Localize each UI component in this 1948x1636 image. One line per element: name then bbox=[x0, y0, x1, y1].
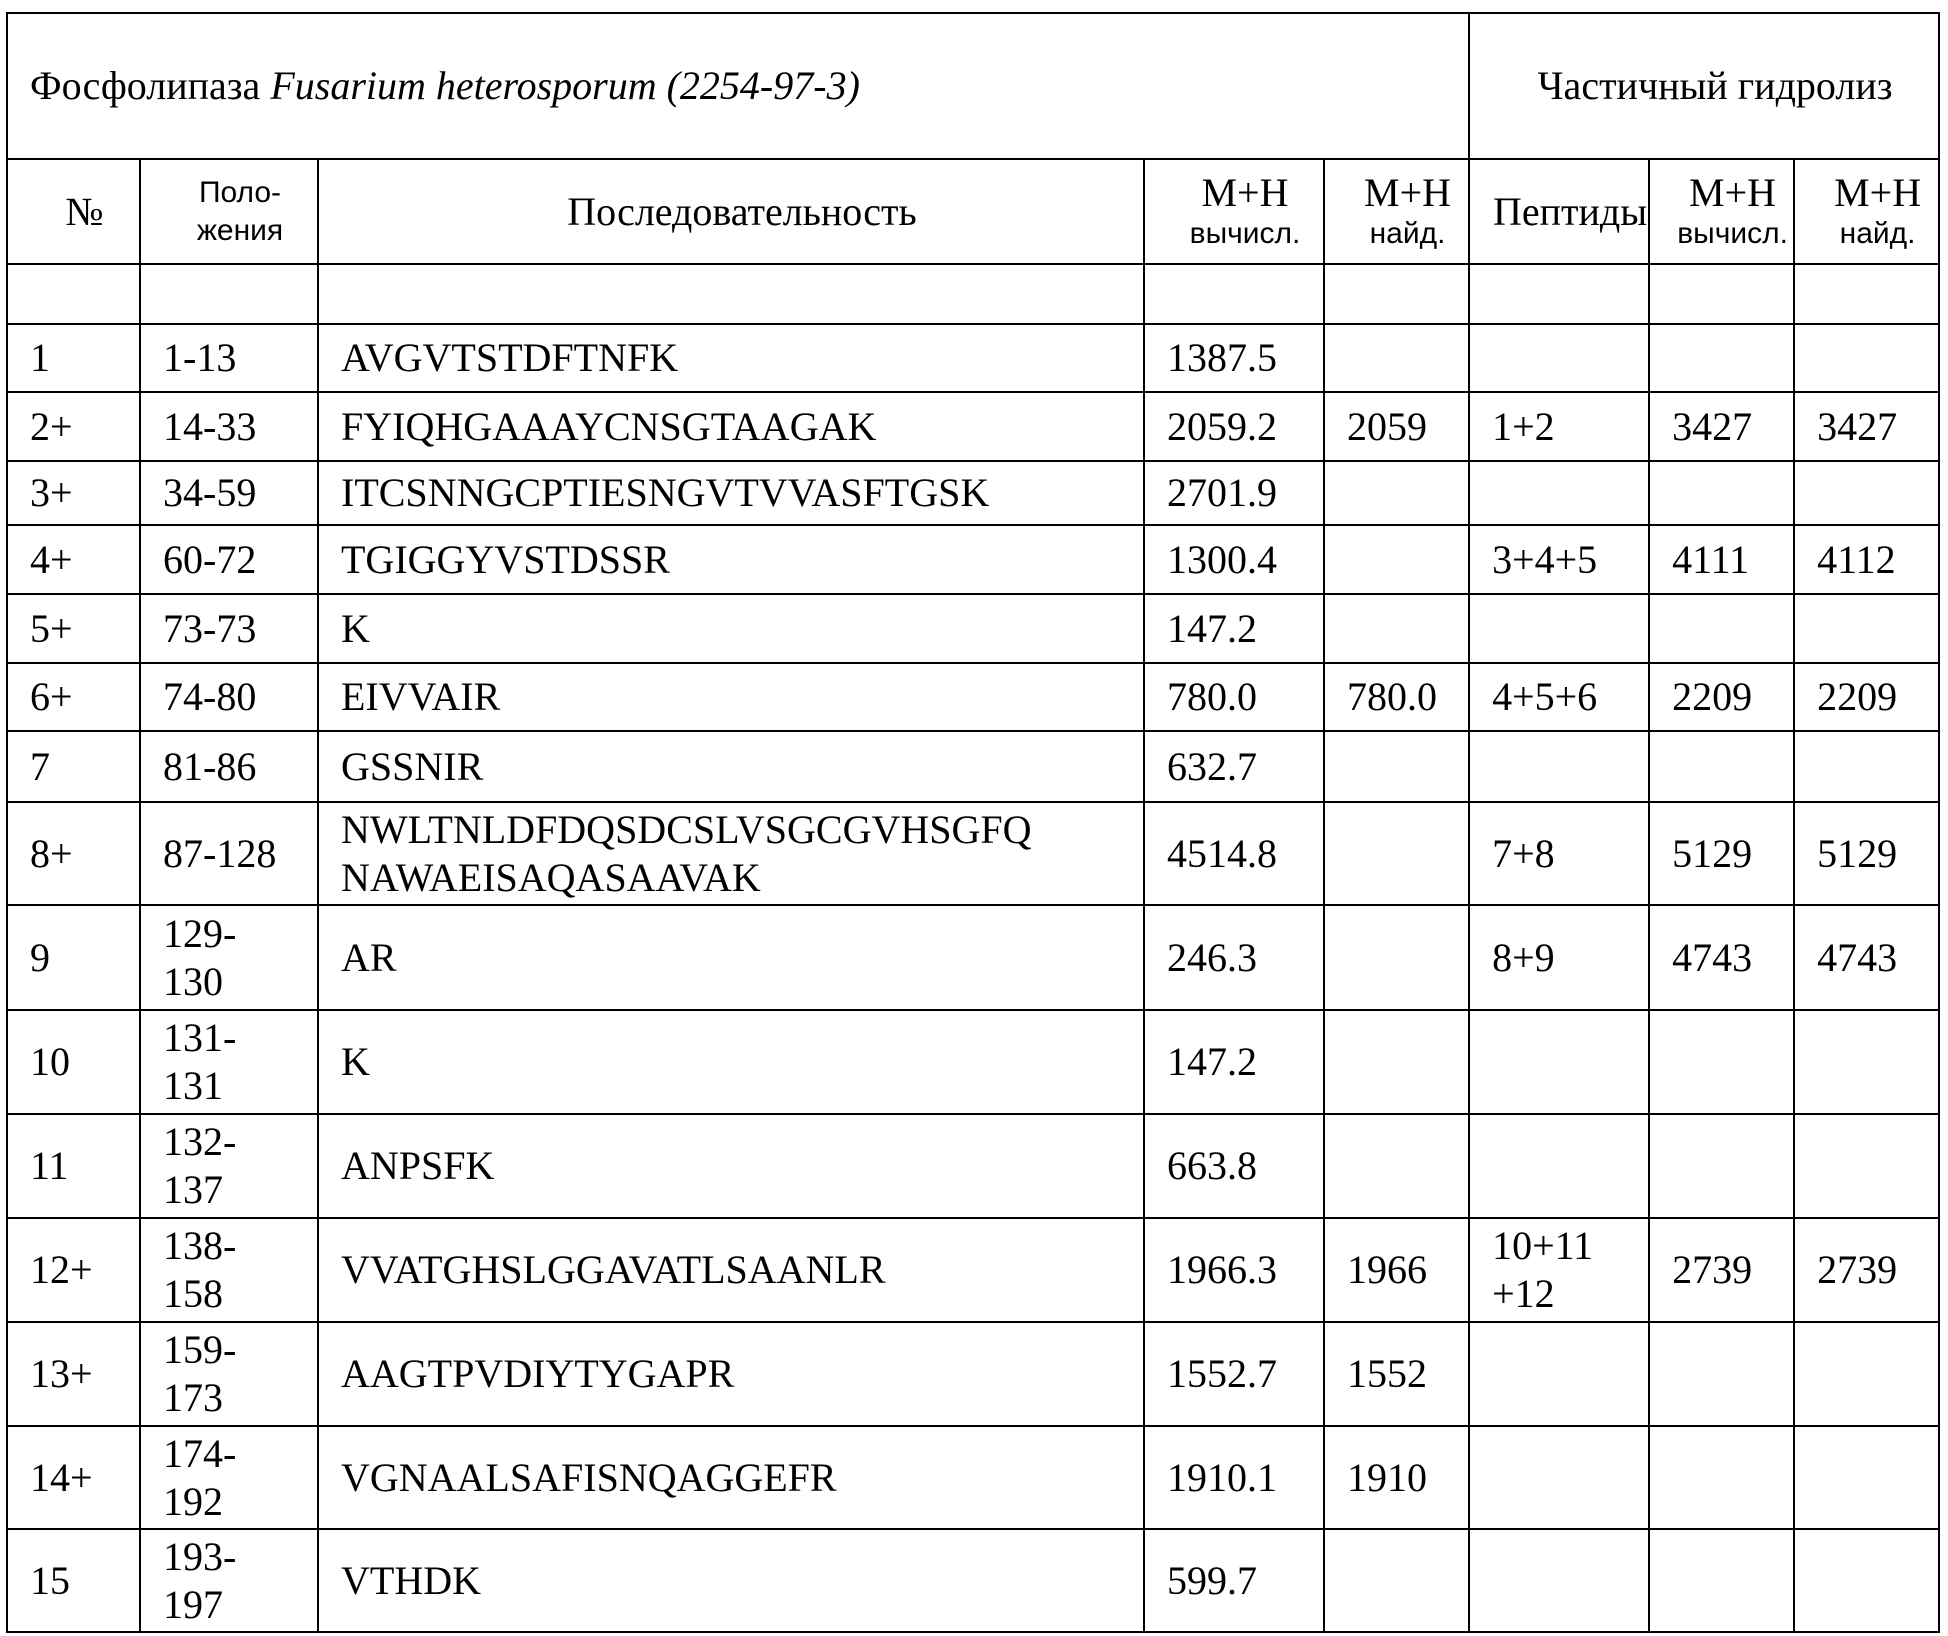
cell-position-text-line2: 131 bbox=[163, 1062, 317, 1110]
cell-sequence bbox=[318, 392, 1144, 461]
cell-hydrolysis-mh-found bbox=[1794, 905, 1939, 1010]
cell-mh-found bbox=[1324, 461, 1469, 525]
cell-mh-found bbox=[1324, 1114, 1469, 1218]
cell-mh-found bbox=[1324, 1426, 1469, 1529]
cell-mh-found bbox=[1324, 731, 1469, 802]
cell-number bbox=[7, 1322, 140, 1426]
table-row bbox=[7, 1426, 1939, 1529]
cell-sequence-text: FYIQHGAAAYCNSGTAAGAK bbox=[341, 403, 1143, 451]
cell-mh-calc bbox=[1144, 525, 1324, 594]
cell-peptides bbox=[1469, 1322, 1649, 1426]
cell-hydrolysis-mh-calc bbox=[1649, 1010, 1794, 1114]
cell-mh-calc-text: 1552.7 bbox=[1167, 1350, 1323, 1398]
cell-hydrolysis-mh-calc bbox=[1649, 324, 1794, 392]
title-row bbox=[7, 13, 1939, 159]
cell-mh-found-text: 2059 bbox=[1347, 403, 1468, 451]
cell-sequence bbox=[318, 802, 1144, 905]
table-row bbox=[7, 1322, 1939, 1426]
cell-sequence-text: K bbox=[341, 605, 1143, 653]
header-calc-label: вычисл. bbox=[1672, 215, 1793, 253]
cell-mh-found bbox=[1324, 594, 1469, 663]
blank-cell bbox=[1324, 264, 1469, 324]
table-title bbox=[7, 13, 1469, 159]
cell-mh-calc bbox=[1144, 731, 1324, 802]
cell-peptides bbox=[1469, 461, 1649, 525]
cell-mh-found bbox=[1324, 1322, 1469, 1426]
cell-mh-found bbox=[1324, 1218, 1469, 1322]
cell-position bbox=[140, 324, 318, 392]
cell-number-text: 6+ bbox=[30, 673, 139, 721]
cell-position bbox=[140, 802, 318, 905]
title-organism: Fusarium heterosporum (2254-97-3) bbox=[270, 63, 860, 108]
table-row bbox=[7, 1114, 1939, 1218]
cell-hydrolysis-mh-found bbox=[1794, 324, 1939, 392]
cell-sequence bbox=[318, 1426, 1144, 1529]
table-row bbox=[7, 663, 1939, 731]
blank-cell bbox=[140, 264, 318, 324]
cell-hydrolysis-mh-found bbox=[1794, 594, 1939, 663]
cell-sequence-text: K bbox=[341, 1038, 1143, 1086]
cell-peptides bbox=[1469, 731, 1649, 802]
cell-mh-calc-text: 1387.5 bbox=[1167, 334, 1323, 382]
cell-sequence bbox=[318, 731, 1144, 802]
cell-position bbox=[140, 1322, 318, 1426]
header-peptides-label: Пептиды bbox=[1493, 189, 1647, 234]
cell-mh-calc-text: 599.7 bbox=[1167, 1557, 1323, 1605]
cell-position bbox=[140, 731, 318, 802]
cell-number bbox=[7, 392, 140, 461]
table-row bbox=[7, 392, 1939, 461]
cell-hydrolysis-mh-calc bbox=[1649, 1426, 1794, 1529]
cell-hydrolysis-mh-found-text: 4112 bbox=[1817, 536, 1938, 584]
cell-peptides-text: 10+11 bbox=[1492, 1222, 1648, 1270]
cell-number-text: 1 bbox=[30, 334, 139, 382]
cell-position-text-line2: 173 bbox=[163, 1374, 317, 1422]
cell-hydrolysis-mh-calc bbox=[1649, 905, 1794, 1010]
cell-mh-found bbox=[1324, 802, 1469, 905]
cell-position-text: 1-13 bbox=[163, 334, 317, 382]
header-hydrolysis-mh-calc bbox=[1649, 159, 1794, 264]
cell-hydrolysis-mh-found bbox=[1794, 1322, 1939, 1426]
cell-number-text: 12+ bbox=[30, 1246, 139, 1294]
cell-mh-calc-text: 147.2 bbox=[1167, 605, 1323, 653]
cell-hydrolysis-mh-calc bbox=[1649, 1322, 1794, 1426]
cell-hydrolysis-mh-calc-text: 4743 bbox=[1672, 934, 1793, 982]
header-position-line1: Поло- bbox=[163, 174, 317, 212]
cell-hydrolysis-mh-found bbox=[1794, 525, 1939, 594]
cell-position-text: 14-33 bbox=[163, 403, 317, 451]
table-row bbox=[7, 525, 1939, 594]
cell-hydrolysis-mh-found bbox=[1794, 1218, 1939, 1322]
header-no bbox=[7, 159, 140, 264]
cell-sequence bbox=[318, 1322, 1144, 1426]
table-row bbox=[7, 1529, 1939, 1632]
cell-mh-calc-text: 2701.9 bbox=[1167, 469, 1323, 517]
cell-peptides-text: 3+4+5 bbox=[1492, 536, 1648, 584]
cell-hydrolysis-mh-found bbox=[1794, 731, 1939, 802]
cell-mh-found bbox=[1324, 525, 1469, 594]
cell-sequence-text-line2: NAWAEISAQASAAVAK bbox=[341, 854, 1143, 902]
cell-position-text: 60-72 bbox=[163, 536, 317, 584]
cell-sequence-text: ANPSFK bbox=[341, 1142, 1143, 1190]
cell-position-text: 74-80 bbox=[163, 673, 317, 721]
cell-sequence-text: ITCSNNGCPTIESNGVTVVASFTGSK bbox=[341, 469, 1143, 517]
cell-mh-calc bbox=[1144, 802, 1324, 905]
blank-cell bbox=[1144, 264, 1324, 324]
cell-position-text-line2: 197 bbox=[163, 1581, 317, 1629]
cell-hydrolysis-mh-calc bbox=[1649, 731, 1794, 802]
cell-position-text-line2: 137 bbox=[163, 1166, 317, 1214]
cell-sequence bbox=[318, 525, 1144, 594]
cell-position-text: 73-73 bbox=[163, 605, 317, 653]
cell-number-text: 2+ bbox=[30, 403, 139, 451]
blank-cell bbox=[1794, 264, 1939, 324]
header-mh-calc bbox=[1144, 159, 1324, 264]
cell-number bbox=[7, 324, 140, 392]
cell-mh-calc bbox=[1144, 1529, 1324, 1632]
cell-position bbox=[140, 663, 318, 731]
cell-mh-calc-text: 1300.4 bbox=[1167, 536, 1323, 584]
cell-peptides-text: 7+8 bbox=[1492, 830, 1648, 878]
cell-hydrolysis-mh-calc bbox=[1649, 1529, 1794, 1632]
cell-mh-found bbox=[1324, 663, 1469, 731]
header-mh-label: M+H bbox=[1817, 171, 1938, 215]
cell-mh-calc bbox=[1144, 1114, 1324, 1218]
cell-peptides-text: 1+2 bbox=[1492, 403, 1648, 451]
cell-mh-calc-text: 663.8 bbox=[1167, 1142, 1323, 1190]
cell-number-text: 15 bbox=[30, 1557, 139, 1605]
cell-mh-found bbox=[1324, 905, 1469, 1010]
cell-position bbox=[140, 461, 318, 525]
cell-sequence-text: VTHDK bbox=[341, 1557, 1143, 1605]
cell-hydrolysis-mh-found-text: 3427 bbox=[1817, 403, 1938, 451]
cell-peptides bbox=[1469, 663, 1649, 731]
cell-hydrolysis-mh-found bbox=[1794, 1426, 1939, 1529]
cell-position-text: 138- bbox=[163, 1222, 317, 1270]
blank-cell bbox=[1469, 264, 1649, 324]
table-row bbox=[7, 802, 1939, 905]
cell-mh-found-text: 1910 bbox=[1347, 1454, 1468, 1502]
cell-sequence-text: EIVVAIR bbox=[341, 673, 1143, 721]
peptide-table bbox=[6, 12, 1940, 1633]
cell-hydrolysis-mh-found bbox=[1794, 663, 1939, 731]
cell-peptides bbox=[1469, 1218, 1649, 1322]
cell-peptides bbox=[1469, 1426, 1649, 1529]
table-row bbox=[7, 1218, 1939, 1322]
cell-sequence-text: NWLTNLDFDQSDCSLVSGCGVHSGFQ bbox=[341, 806, 1143, 854]
cell-position bbox=[140, 525, 318, 594]
header-row bbox=[7, 159, 1939, 264]
cell-sequence bbox=[318, 1114, 1144, 1218]
title-prefix: Фосфолипаза bbox=[30, 63, 260, 108]
cell-hydrolysis-mh-calc-text: 2209 bbox=[1672, 673, 1793, 721]
cell-mh-found bbox=[1324, 1010, 1469, 1114]
header-hydrolysis-mh-found bbox=[1794, 159, 1939, 264]
cell-position bbox=[140, 1529, 318, 1632]
cell-position bbox=[140, 1114, 318, 1218]
cell-hydrolysis-mh-found bbox=[1794, 461, 1939, 525]
cell-peptides bbox=[1469, 1529, 1649, 1632]
cell-position bbox=[140, 594, 318, 663]
blank-cell bbox=[1649, 264, 1794, 324]
table-row bbox=[7, 324, 1939, 392]
cell-position-text: 129- bbox=[163, 910, 317, 958]
cell-hydrolysis-mh-found bbox=[1794, 392, 1939, 461]
cell-mh-calc bbox=[1144, 663, 1324, 731]
cell-number bbox=[7, 1426, 140, 1529]
cell-number-text: 7 bbox=[30, 743, 139, 791]
cell-peptides bbox=[1469, 1114, 1649, 1218]
cell-number bbox=[7, 1114, 140, 1218]
cell-hydrolysis-mh-found bbox=[1794, 802, 1939, 905]
cell-number bbox=[7, 1218, 140, 1322]
cell-mh-calc-text: 147.2 bbox=[1167, 1038, 1323, 1086]
cell-mh-calc bbox=[1144, 324, 1324, 392]
cell-number-text: 10 bbox=[30, 1038, 139, 1086]
cell-mh-calc-text: 2059.2 bbox=[1167, 403, 1323, 451]
cell-peptides-text-line2: +12 bbox=[1492, 1270, 1648, 1318]
cell-position-text: 159- bbox=[163, 1326, 317, 1374]
cell-mh-calc-text: 1910.1 bbox=[1167, 1454, 1323, 1502]
cell-mh-calc-text: 246.3 bbox=[1167, 934, 1323, 982]
cell-sequence bbox=[318, 1218, 1144, 1322]
cell-hydrolysis-mh-calc bbox=[1649, 525, 1794, 594]
cell-position-text: 174- bbox=[163, 1430, 317, 1478]
cell-hydrolysis-mh-calc-text: 2739 bbox=[1672, 1246, 1793, 1294]
cell-mh-calc bbox=[1144, 1322, 1324, 1426]
cell-mh-calc bbox=[1144, 594, 1324, 663]
cell-mh-calc bbox=[1144, 1218, 1324, 1322]
cell-peptides bbox=[1469, 1010, 1649, 1114]
table-row bbox=[7, 461, 1939, 525]
cell-number bbox=[7, 1010, 140, 1114]
table-row bbox=[7, 731, 1939, 802]
cell-position-text: 131- bbox=[163, 1014, 317, 1062]
cell-mh-found-text: 1966 bbox=[1347, 1246, 1468, 1294]
cell-mh-found-text: 1552 bbox=[1347, 1350, 1468, 1398]
cell-sequence-text: AVGVTSTDFTNFK bbox=[341, 334, 1143, 382]
cell-number bbox=[7, 461, 140, 525]
cell-position-text: 34-59 bbox=[163, 469, 317, 517]
header-mh-found bbox=[1324, 159, 1469, 264]
cell-hydrolysis-mh-calc bbox=[1649, 392, 1794, 461]
cell-peptides bbox=[1469, 594, 1649, 663]
cell-mh-found-text: 780.0 bbox=[1347, 673, 1468, 721]
cell-hydrolysis-mh-found bbox=[1794, 1114, 1939, 1218]
cell-sequence-text: GSSNIR bbox=[341, 743, 1143, 791]
cell-sequence-text: VGNAALSAFISNQAGGEFR bbox=[341, 1454, 1143, 1502]
cell-number-text: 14+ bbox=[30, 1454, 139, 1502]
cell-hydrolysis-mh-found-text: 2739 bbox=[1817, 1246, 1938, 1294]
cell-sequence-text: AR bbox=[341, 934, 1143, 982]
cell-hydrolysis-mh-found-text: 2209 bbox=[1817, 673, 1938, 721]
header-found-label: найд. bbox=[1817, 215, 1938, 253]
cell-peptides bbox=[1469, 905, 1649, 1010]
cell-hydrolysis-mh-calc bbox=[1649, 594, 1794, 663]
cell-number bbox=[7, 1529, 140, 1632]
cell-mh-calc-text: 780.0 bbox=[1167, 673, 1323, 721]
cell-number-text: 3+ bbox=[30, 469, 139, 517]
partial-hydrolysis-title: Частичный гидролиз bbox=[1469, 13, 1939, 159]
cell-hydrolysis-mh-calc bbox=[1649, 802, 1794, 905]
cell-hydrolysis-mh-calc-text: 3427 bbox=[1672, 403, 1793, 451]
blank-cell bbox=[318, 264, 1144, 324]
cell-mh-calc bbox=[1144, 905, 1324, 1010]
cell-mh-calc-text: 4514.8 bbox=[1167, 830, 1323, 878]
table-row bbox=[7, 1010, 1939, 1114]
cell-sequence bbox=[318, 1010, 1144, 1114]
cell-sequence bbox=[318, 324, 1144, 392]
cell-number-text: 8+ bbox=[30, 830, 139, 878]
header-mh-label: M+H bbox=[1167, 171, 1323, 215]
cell-peptides bbox=[1469, 392, 1649, 461]
cell-mh-calc bbox=[1144, 1010, 1324, 1114]
header-sequence bbox=[318, 159, 1144, 264]
cell-peptides bbox=[1469, 525, 1649, 594]
cell-number bbox=[7, 905, 140, 1010]
table-row bbox=[7, 905, 1939, 1010]
cell-hydrolysis-mh-calc bbox=[1649, 663, 1794, 731]
cell-position-text-line2: 130 bbox=[163, 958, 317, 1006]
header-position-line2: жения bbox=[163, 212, 317, 250]
header-peptides bbox=[1469, 159, 1649, 264]
cell-sequence bbox=[318, 1529, 1144, 1632]
cell-peptides-text: 8+9 bbox=[1492, 934, 1648, 982]
header-mh-label: M+H bbox=[1672, 171, 1793, 215]
cell-mh-found bbox=[1324, 392, 1469, 461]
cell-number-text: 5+ bbox=[30, 605, 139, 653]
cell-sequence bbox=[318, 905, 1144, 1010]
cell-number bbox=[7, 594, 140, 663]
cell-sequence bbox=[318, 663, 1144, 731]
cell-mh-found bbox=[1324, 1529, 1469, 1632]
cell-position-text: 87-128 bbox=[163, 830, 317, 878]
cell-peptides-text: 4+5+6 bbox=[1492, 673, 1648, 721]
cell-position-text: 132- bbox=[163, 1118, 317, 1166]
header-calc-label: вычисл. bbox=[1167, 215, 1323, 253]
cell-number bbox=[7, 802, 140, 905]
cell-mh-calc bbox=[1144, 461, 1324, 525]
cell-position-text: 81-86 bbox=[163, 743, 317, 791]
cell-position bbox=[140, 392, 318, 461]
cell-position bbox=[140, 1218, 318, 1322]
cell-mh-calc-text: 1966.3 bbox=[1167, 1246, 1323, 1294]
cell-position bbox=[140, 905, 318, 1010]
cell-hydrolysis-mh-found-text: 5129 bbox=[1817, 830, 1938, 878]
cell-hydrolysis-mh-calc bbox=[1649, 461, 1794, 525]
blank-row bbox=[7, 264, 1939, 324]
header-mh-label: M+H bbox=[1347, 171, 1468, 215]
cell-position bbox=[140, 1426, 318, 1529]
cell-hydrolysis-mh-calc-text: 5129 bbox=[1672, 830, 1793, 878]
cell-number bbox=[7, 663, 140, 731]
cell-position-text-line2: 192 bbox=[163, 1478, 317, 1526]
cell-sequence-text: AAGTPVDIYTYGAPR bbox=[341, 1350, 1143, 1398]
cell-sequence bbox=[318, 594, 1144, 663]
cell-sequence bbox=[318, 461, 1144, 525]
cell-position-text: 193- bbox=[163, 1533, 317, 1581]
cell-hydrolysis-mh-found-text: 4743 bbox=[1817, 934, 1938, 982]
cell-mh-calc-text: 632.7 bbox=[1167, 743, 1323, 791]
cell-hydrolysis-mh-calc bbox=[1649, 1218, 1794, 1322]
cell-hydrolysis-mh-calc bbox=[1649, 1114, 1794, 1218]
cell-position-text-line2: 158 bbox=[163, 1270, 317, 1318]
table-row bbox=[7, 594, 1939, 663]
cell-number-text: 13+ bbox=[30, 1350, 139, 1398]
cell-sequence-text: VVATGHSLGGAVATLSAANLR bbox=[341, 1246, 1143, 1294]
cell-peptides bbox=[1469, 324, 1649, 392]
cell-hydrolysis-mh-calc-text: 4111 bbox=[1672, 536, 1793, 584]
cell-number-text: 4+ bbox=[30, 536, 139, 584]
cell-mh-calc bbox=[1144, 392, 1324, 461]
cell-hydrolysis-mh-found bbox=[1794, 1529, 1939, 1632]
cell-hydrolysis-mh-found bbox=[1794, 1010, 1939, 1114]
cell-number-text: 9 bbox=[30, 934, 139, 982]
cell-peptides bbox=[1469, 802, 1649, 905]
header-found-label: найд. bbox=[1347, 215, 1468, 253]
header-sequence-label: Последовательность bbox=[567, 189, 917, 234]
cell-mh-calc bbox=[1144, 1426, 1324, 1529]
cell-mh-found bbox=[1324, 324, 1469, 392]
header-position bbox=[140, 159, 318, 264]
cell-number bbox=[7, 525, 140, 594]
cell-sequence-text: TGIGGYVSTDSSR bbox=[341, 536, 1143, 584]
cell-position bbox=[140, 1010, 318, 1114]
cell-number-text: 11 bbox=[30, 1142, 139, 1190]
blank-cell bbox=[7, 264, 140, 324]
cell-number bbox=[7, 731, 140, 802]
header-no-label: № bbox=[65, 189, 103, 234]
